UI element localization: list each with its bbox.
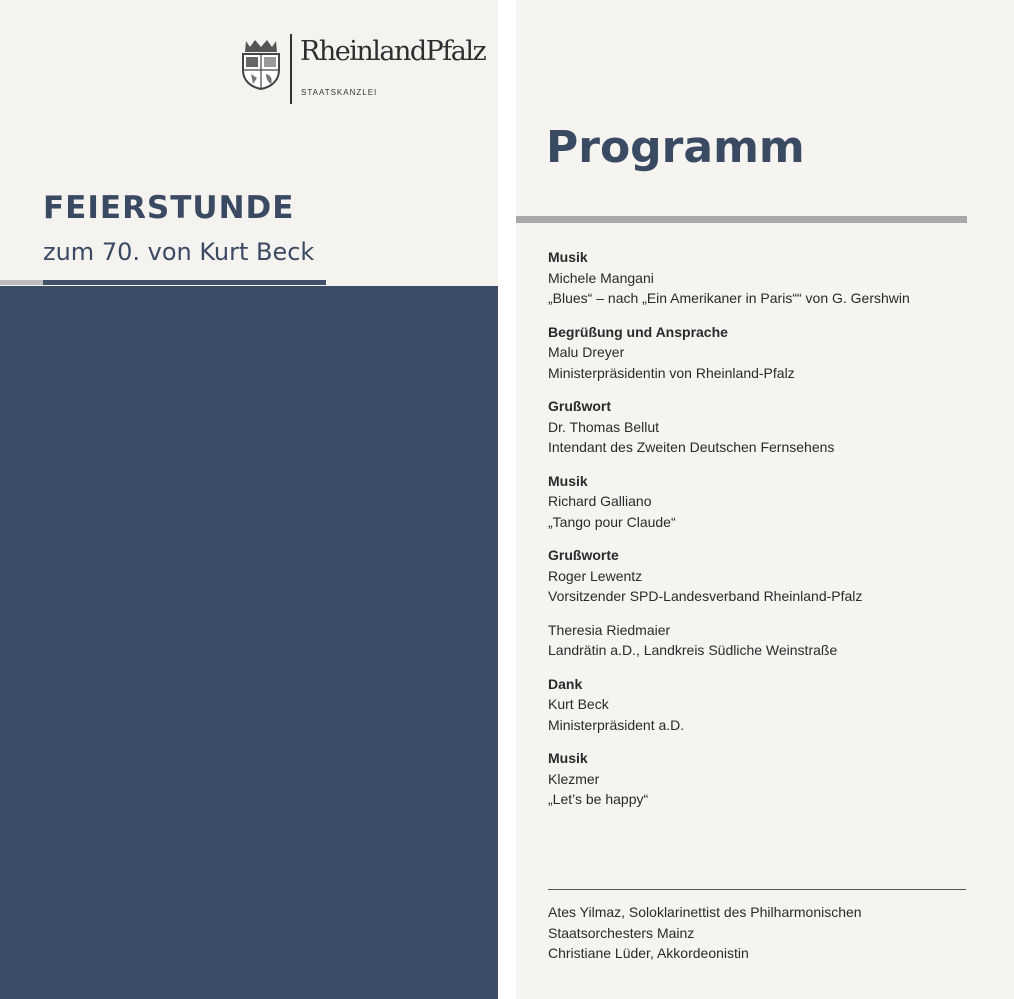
program-item-detail: Landrätin a.D., Landkreis Südliche Weinstraße (548, 642, 838, 658)
cover-rule-gray (0, 280, 43, 285)
logo-divider (290, 34, 292, 104)
cover-panel (0, 0, 498, 999)
footer-line: Christiane Lüder, Akkordeonistin (548, 945, 749, 961)
cover-title: FEIERSTUNDE (43, 190, 295, 226)
program-item-person: Roger Lewentz (548, 567, 643, 584)
program-item-person: Kurt Beck (548, 696, 609, 712)
program-item (548, 620, 998, 661)
program-list (548, 247, 998, 823)
program-item-person: Malu Dreyer (548, 344, 625, 360)
program-item-person: Theresia Riedmaier (548, 621, 671, 638)
footer-divider (548, 889, 966, 890)
footer-line: Staatsorchesters Mainz (548, 924, 695, 941)
program-item-detail: Ministerpräsidentin von Rheinland-Pfalz (548, 364, 795, 381)
program-item-detail: „Let’s be happy“ (548, 791, 649, 807)
program-item-heading: Dank (548, 675, 583, 692)
program-item-heading: Begrüßung und Ansprache (548, 323, 728, 340)
performers-footer (548, 902, 988, 964)
program-item-heading: Musik (548, 750, 588, 766)
program-item-detail: Ministerpräsident a.D. (548, 716, 685, 733)
program-item-person: Klezmer (548, 770, 600, 787)
coat-of-arms-icon (240, 38, 282, 90)
program-heading: Programm (546, 122, 805, 173)
program-item-person: Richard Galliano (548, 493, 652, 509)
program-item (548, 545, 998, 607)
program-item-heading: Grußwort (548, 398, 611, 414)
program-item-detail: „Blues“ – nach „Ein Amerikaner in Paris““ von G. Gershwin (548, 290, 910, 306)
program-item-detail: Intendant des Zweiten Deutschen Fernsehens (548, 439, 835, 455)
program-item-detail: Vorsitzender SPD-Landesverband Rheinland-Pfalz (548, 588, 863, 604)
program-item-heading: Musik (548, 472, 588, 489)
program-item-person: Dr. Thomas Bellut (548, 418, 660, 435)
program-item (548, 247, 998, 309)
cover-color-block (0, 286, 498, 999)
program-item (548, 748, 998, 810)
logo-subtitle: STAATSKANZLEI (301, 88, 378, 97)
cover-rule-blue (43, 280, 326, 285)
program-item (548, 322, 998, 384)
program-item-person: Michele Mangani (548, 269, 654, 286)
cover-subtitle: zum 70. von Kurt Beck (43, 238, 315, 266)
program-item-detail: „Tango pour Claude“ (548, 513, 676, 530)
logo-wordmark: RheinlandPfalz (300, 36, 486, 67)
footer-line: Ates Yilmaz, Soloklarinettist des Philharmonischen (548, 904, 862, 920)
program-item (548, 471, 998, 533)
program-item-heading: Musik (548, 249, 588, 265)
program-item-heading: Grußworte (548, 547, 619, 563)
program-item (548, 674, 998, 736)
program-rule (516, 216, 967, 223)
program-panel (516, 0, 1014, 999)
program-item (548, 396, 998, 458)
